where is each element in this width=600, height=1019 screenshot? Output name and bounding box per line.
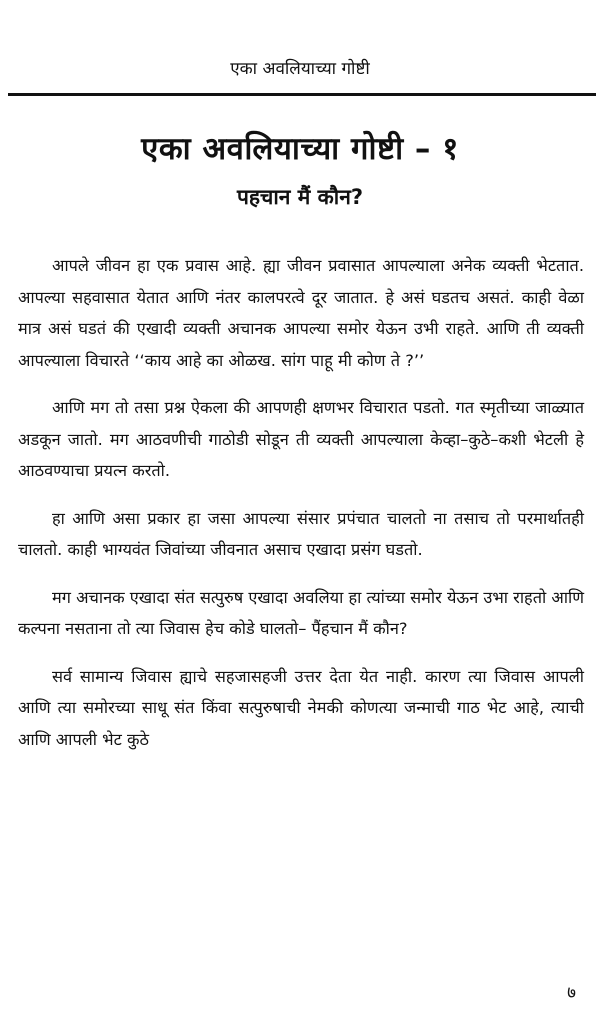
chapter-title: एका अवलियाच्या गोष्टी – १ xyxy=(141,131,459,167)
paragraph: मग अचानक एखादा संत सत्पुरुष एखादा अवलिया हा त्यांच्या समोर येऊन उभा राहतो आणि कल्पना नसताना तो त्या जिवास हेच कोडे घालतो– पैंहचान मैं कौन? xyxy=(18,587,584,638)
paragraph: आणि मग तो तसा प्रश्न ऐकला की आपणही क्षणभर विचारात पडतो. गत स्मृतीच्या जाळ्यात अडकून जातो. मग आठवणीची गाठोडी सोडून ती व्यक्ती आपल्याला केव्हा–कुठे–कशी भेटली हे आठवण्याचा प्रयत्न करतो. xyxy=(18,398,584,480)
paragraph: सर्व सामान्य जिवास ह्याचे सहजासहजी उत्तर देता येत नाही. कारण त्या जिवास आपली आणि त्या समोरच्या साधू संत किंवा सत्पुरुषाची नेमकी कोणत्या जन्माची गाठ भेट आहे, त्याची आणि आपली भेट कुठे xyxy=(18,666,584,749)
running-head: एका अवलियाच्या गोष्टी xyxy=(230,59,370,79)
body-text xyxy=(18,250,584,771)
paragraph: हा आणि असा प्रकार हा जसा आपल्या संसार प्रपंचात चालतो ना तसाच तो परमार्थातही चालतो. काही भाग्यवंत जिवांच्या जीवनात असाच एखादा प्रसंग घडतो. xyxy=(18,508,584,559)
page-number: ७ xyxy=(567,983,576,1003)
header-rule xyxy=(8,93,596,96)
paragraph: आपले जीवन हा एक प्रवास आहे. ह्या जीवन प्रवासात आपल्याला अनेक व्यक्ती भेटतात. आपल्या सहवासात येतात आणि नंतर कालपरत्वे दूर जातात. हे असं घडतच असतं. काही वेळा मात्र असं घडतं की एखादी व्यक्ती अचानक आपल्या समोर येऊन उभी राहते. आणि ती व्यक्ती आपल्याला विचारते ‘‘काय आहे का ओळख. सांग पाहू मी कोण ते ?’’ xyxy=(18,256,584,370)
chapter-subtitle: पहचान मैं कौन? xyxy=(236,185,364,209)
